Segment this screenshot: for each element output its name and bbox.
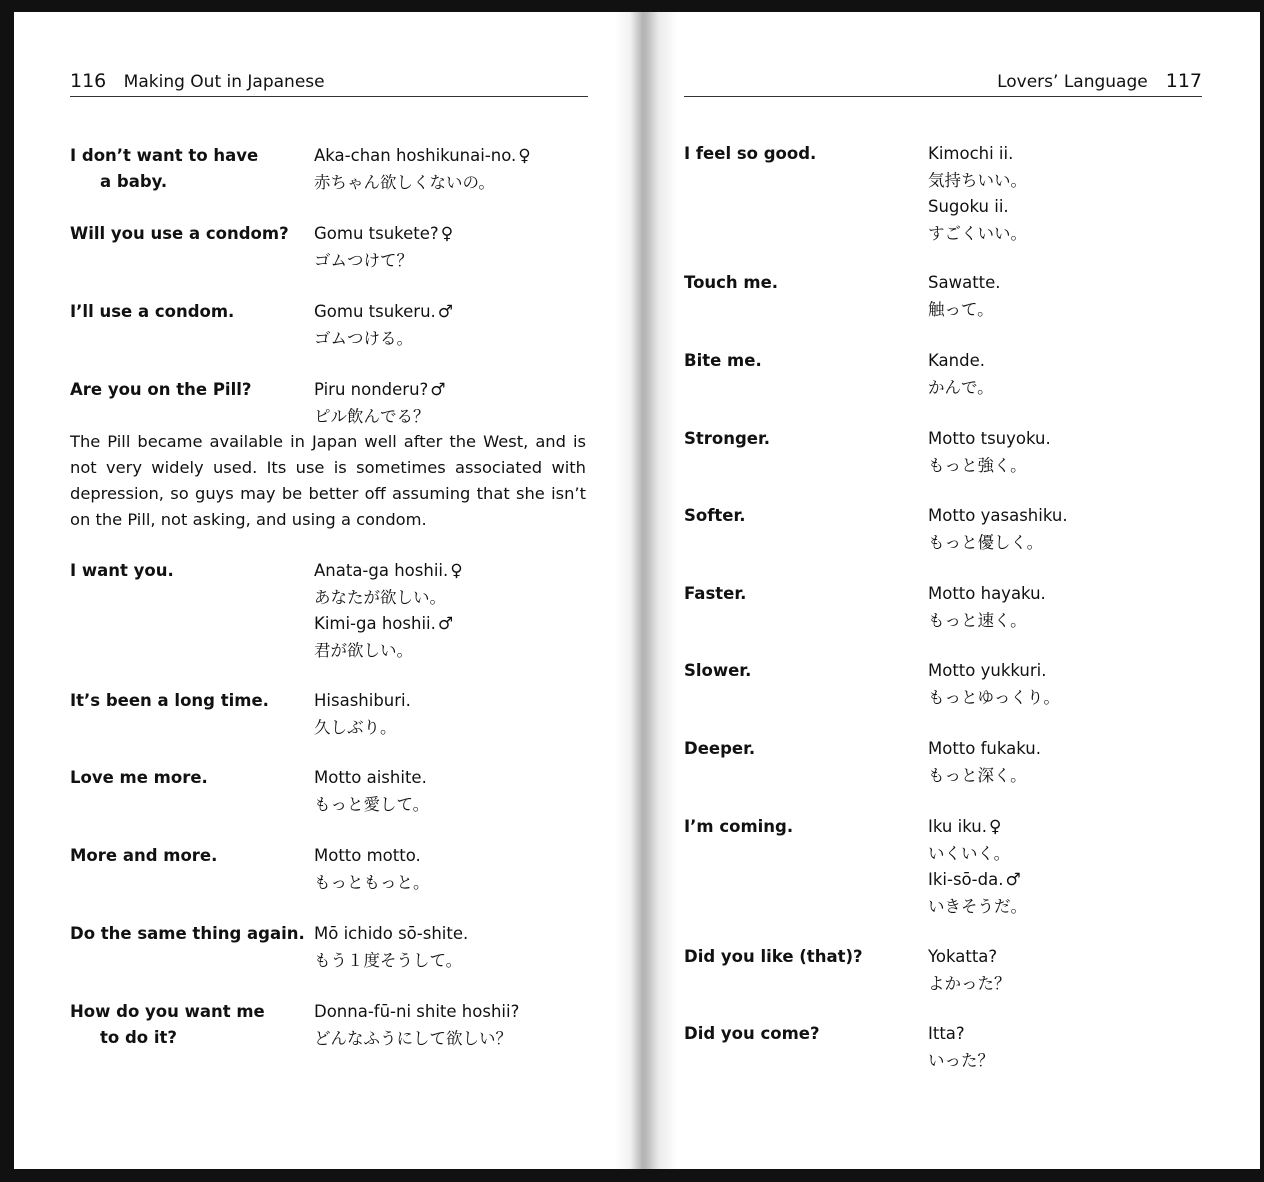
japanese-text: あなたが欲しい。 <box>314 588 446 607</box>
male-symbol-icon: ♂ <box>437 302 454 322</box>
romaji-text: Motto yasashiku. <box>928 506 1068 525</box>
japanese-translation <box>314 558 604 664</box>
romaji-text: Sawatte. <box>928 273 1001 292</box>
japanese-translation <box>928 944 1218 997</box>
romaji-text: Motto yukkuri. <box>928 661 1047 680</box>
japanese-text: もっと強く。 <box>928 456 1027 475</box>
female-symbol-icon: ♀ <box>440 224 454 244</box>
romaji-text: Gomu tsukete? ♀ <box>314 224 454 244</box>
female-symbol-icon: ♀ <box>450 561 463 581</box>
romaji-text: Motto hayaku. <box>928 584 1046 603</box>
english-phrase: Do the same thing again. <box>70 924 305 943</box>
romaji-text: Itta? <box>928 1024 965 1043</box>
english-phrase: Love me more. <box>70 768 208 787</box>
japanese-translation <box>314 299 604 352</box>
japanese-text: ゴムつける。 <box>314 329 413 348</box>
japanese-text: いくいく。 <box>928 844 1011 863</box>
japanese-text: かんで。 <box>928 378 994 397</box>
romaji-text: Motto aishite. <box>314 768 427 787</box>
english-phrase: Slower. <box>684 661 752 680</box>
english-phrase: Bite me. <box>684 351 762 370</box>
english-phrase: I want you. <box>70 561 174 580</box>
japanese-text: ピル飲んでる？ <box>314 407 430 426</box>
english-phrase: I feel so good. <box>684 144 817 163</box>
japanese-text: もっともっと。 <box>314 873 430 892</box>
japanese-translation <box>314 377 604 430</box>
japanese-text: もっと深く。 <box>928 766 1027 785</box>
romaji-text: Iku iku. ♀ <box>928 817 1002 837</box>
japanese-translation <box>928 141 1218 247</box>
japanese-translation <box>928 270 1218 323</box>
book-spread <box>14 12 1260 1169</box>
usage-note: The Pill became available in Japan well after the West, and is not very widely used. Its use is sometimes associated with depression, so guys may be better off assuming that she isn’t on the Pill, not asking, and using a condom. <box>70 432 586 529</box>
japanese-translation <box>928 1021 1218 1074</box>
english-phrase: Are you on the Pill? <box>70 380 252 399</box>
male-symbol-icon: ♂ <box>430 380 446 400</box>
japanese-text: 君が欲しい。 <box>314 641 413 660</box>
romaji-text: Sugoku ii. <box>928 197 1009 216</box>
japanese-translation <box>314 921 604 974</box>
female-symbol-icon: ♀ <box>988 817 1002 837</box>
romaji-text: Donna-fū-ni shite hoshii? <box>314 1002 520 1021</box>
romaji-text: Aka-chan hoshikunai-no. ♀ <box>314 146 531 166</box>
english-phrase: Faster. <box>684 584 747 603</box>
romaji-text: Motto tsuyoku. <box>928 429 1051 448</box>
japanese-text: 久しぶり。 <box>314 718 397 737</box>
right-page-header <box>684 70 1202 97</box>
book-gutter <box>614 12 678 1169</box>
romaji-text: Kande. <box>928 351 985 370</box>
japanese-translation <box>314 688 604 741</box>
page-number: 117 <box>1165 70 1202 92</box>
japanese-translation <box>928 348 1218 401</box>
japanese-translation <box>314 843 604 896</box>
romaji-text: Motto fukaku. <box>928 739 1042 758</box>
english-phrase: How do you want me to do it? <box>70 1002 265 1047</box>
page-number: 116 <box>70 70 107 92</box>
romaji-text: Kimi-ga hoshii. ♂ <box>314 614 454 634</box>
romaji-text: Yokatta? <box>928 947 998 966</box>
romaji-text: Gomu tsukeru. ♂ <box>314 302 454 322</box>
japanese-text: 気持ちいい。 <box>928 171 1027 190</box>
japanese-text: 触って。 <box>928 300 994 319</box>
japanese-text: もう１度そうして。 <box>314 951 463 970</box>
male-symbol-icon: ♂ <box>1005 870 1021 890</box>
japanese-translation <box>928 503 1218 556</box>
english-phrase: Deeper. <box>684 739 756 758</box>
right-page <box>684 12 1204 1169</box>
japanese-translation <box>314 765 604 818</box>
japanese-text: いった？ <box>928 1051 994 1070</box>
japanese-text: もっと速く。 <box>928 611 1027 630</box>
japanese-translation <box>928 814 1218 920</box>
romaji-text: Piru nonderu? ♂ <box>314 380 446 400</box>
japanese-text: すごくいい。 <box>928 224 1027 243</box>
japanese-translation <box>314 143 604 196</box>
english-phrase: Touch me. <box>684 273 779 292</box>
romaji-text: Motto motto. <box>314 846 421 865</box>
japanese-translation <box>928 426 1218 479</box>
japanese-translation <box>928 658 1218 711</box>
japanese-text: よかった？ <box>928 974 1011 993</box>
english-phrase: I’m coming. <box>684 817 794 836</box>
japanese-text: もっとゆっくり。 <box>928 688 1060 707</box>
japanese-text: 赤ちゃん欲しくないの。 <box>314 173 495 192</box>
female-symbol-icon: ♀ <box>518 146 531 166</box>
japanese-text: もっと優しく。 <box>928 533 1044 552</box>
english-phrase: I don’t want to have a baby. <box>70 146 259 191</box>
english-phrase: Stronger. <box>684 429 771 448</box>
romaji-text: Mō ichido sō-shite. <box>314 924 469 943</box>
romaji-text: Anata-ga hoshii. ♀ <box>314 561 463 581</box>
japanese-translation <box>928 736 1218 789</box>
romaji-text: Kimochi ii. <box>928 144 1014 163</box>
left-page <box>70 12 590 1169</box>
male-symbol-icon: ♂ <box>437 614 454 634</box>
japanese-text: いきそうだ。 <box>928 897 1027 916</box>
running-title: Making Out in Japanese <box>123 72 325 92</box>
english-phrase: Did you like (that)? <box>684 947 863 966</box>
english-phrase: Will you use a condom? <box>70 224 289 243</box>
japanese-translation <box>928 581 1218 634</box>
romaji-text: Iki-sō-da. ♂ <box>928 870 1021 890</box>
japanese-translation <box>314 221 604 274</box>
english-phrase: I’ll use a condom. <box>70 302 235 321</box>
romaji-text: Hisashiburi. <box>314 691 411 710</box>
japanese-text: もっと愛して。 <box>314 795 430 814</box>
japanese-translation <box>314 999 604 1052</box>
japanese-text: ゴムつけて？ <box>314 251 413 270</box>
running-title: Lovers’ Language <box>997 72 1148 92</box>
english-phrase: Did you come? <box>684 1024 820 1043</box>
english-phrase: Softer. <box>684 506 746 525</box>
english-phrase: It’s been a long time. <box>70 691 269 710</box>
english-phrase: More and more. <box>70 846 218 865</box>
left-page-header <box>70 70 588 97</box>
japanese-text: どんなふうにして欲しい？ <box>314 1029 512 1048</box>
